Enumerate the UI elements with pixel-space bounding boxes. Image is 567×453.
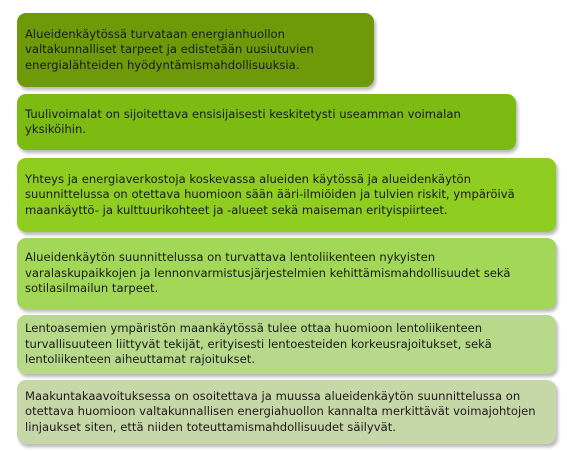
guideline-box-wind-power [17, 94, 516, 150]
guideline-box-networks [17, 158, 556, 232]
guideline-text: Alueidenkäytön suunnittelussa on turvattava lentoliikenteen nykyisten varalaskupaikkojen ja lennonvarmistusjärjestelmien kehittämismahdollisuudet sekä sotilasilmailun tarpeet. [25, 250, 511, 296]
guideline-box-power-lines [17, 380, 556, 444]
guideline-box-aviation-planning [17, 238, 556, 309]
guideline-text: Tuulivoimalat on sijoitettava ensisijaisesti keskitetysti useamman voimalan yksiköihin. [25, 106, 461, 136]
guideline-box-airport-surroundings [17, 315, 556, 374]
guideline-text: Maakuntakaavoituksessa on osoitettava ja muussa alueidenkäytön suunnittelussa on otettava huomioon valtakunnallisen energiahuollon kannalta merkittävät voimajohtojen linjaukset siten, että niiden toteuttamismahdollisuudet säilyvät. [25, 388, 536, 434]
guideline-text: Lentoasemien ympäristön maankäytössä tulee ottaa huomioon lentoliikenteen turvallisuuteen liittyvät tekijät, erityisesti lentoesteiden korkeusrajoitukset, sekä lentoliikenteen aiheuttamat rajoitukset. [25, 321, 492, 367]
guideline-text: Alueidenkäytössä turvataan energianhuollon valtakunnalliset tarpeet ja edistetään uusiutuvien energialähteiden hyödyntämismahdollisuuksia. [25, 26, 314, 72]
guideline-box-energy-supply [17, 13, 374, 87]
guideline-text: Yhteys ja energiaverkostoja koskevassa alueiden käytössä ja alueidenkäytön suunnittelussa on otettava huomioon sään ääri-ilmiöiden ja tulvien riskit, ympäröivä maankäyttö- ja kulttuurikohteet ja -alueet sekä maiseman erityispiirteet. [25, 171, 515, 217]
